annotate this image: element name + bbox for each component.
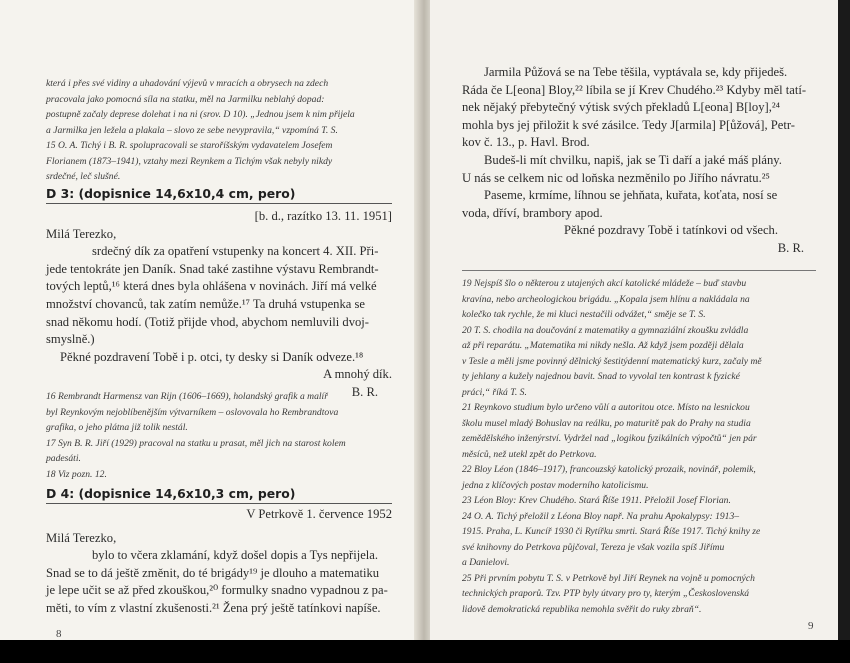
page-number-right: 9 bbox=[808, 620, 814, 632]
scan-edge bbox=[0, 640, 850, 663]
footnote-line: práci,“ říká T. S. bbox=[462, 386, 527, 398]
footnote-line: 21 Reynkovo studium bylo určeno vůlí a autoritou otce. Místo na lesnickou bbox=[462, 402, 750, 413]
letter-line: snad někomu hodí. (Totiž přijde vhod, abychom nemluvili dvoj- bbox=[46, 314, 370, 329]
letter-line: U nás se celkem nic od loňska nezměnilo po Jiřího návratu.²⁵ bbox=[462, 170, 770, 185]
footnote-line: 19 Nejspíš šlo o některou z utajených akcí katolické mládeže – buď stavbu bbox=[462, 278, 747, 289]
letter-line: jede tentokráte jen Daník. Snad také zastihne výstavu Rembrandt- bbox=[46, 261, 379, 276]
footnote-line: 20 T. S. chodila na doučování z matematiky a gymnaziální zkoušku zvládla bbox=[462, 324, 749, 336]
d4-salutation: Milá Terezko, bbox=[46, 530, 117, 545]
footnote-line: která i přes své vidiny a uhadování výjevů v mracích a obrysech na zdech bbox=[46, 78, 329, 89]
footnote-line: 1915. Praha, L. Kuncíř 1930 či Rytířku smrti. Stará Říše 1917. Tichý knihy ze bbox=[462, 526, 761, 537]
footnote-line: pracovala jako pomocná síla na statku, měl na Jarmilku neblahý dopad: bbox=[46, 93, 325, 105]
d3-heading: D 3: (dopisnice 14,6x10,4 cm, pero) bbox=[46, 186, 296, 201]
footnote-line: ty jehlany a kužely najednou bavit. Snad to vyvolal ten kontrast k fyzické bbox=[462, 371, 740, 382]
d4-date: V Petrkově 1. července 1952 bbox=[246, 507, 392, 521]
d4-heading-rule bbox=[46, 503, 392, 504]
letter-line: Jarmila Půžová se na Tebe těšila, vyptávala se, kdy přijedeš. bbox=[484, 65, 788, 79]
letter-line: srdečný dík za opatření vstupenky na koncert 4. XII. Při- bbox=[92, 244, 379, 259]
footnote-line: postupně začaly deprese dolehat i na ni (srov. D 10). „Jednou jsem k nim přijela bbox=[46, 109, 355, 120]
footnote-line: grafika, o jeho plátna již tolik nestál. bbox=[46, 422, 188, 433]
letter-continuation bbox=[462, 64, 812, 258]
footnote-line: 16 Rembrandt Harmensz van Rijn (1606–1669), holandský grafik a malíř bbox=[46, 391, 328, 402]
letter-line: kov č. 13., p. Havl. Brod. bbox=[462, 135, 590, 150]
d3-signature: B. R. bbox=[351, 384, 378, 399]
footnote-separator bbox=[462, 270, 816, 271]
footnote-line: 22 Bloy Léon (1846–1917), francouzský katolický prozaik, novinář, polemik, bbox=[462, 464, 756, 475]
d3-closing: A mnohý dík. bbox=[323, 367, 392, 382]
letter-line: Ráda če L[eona] Bloy,²² líbila se jí Krev Chudého.²³ Kdyby měl tatí- bbox=[462, 82, 807, 97]
letter-signature: B. R. bbox=[777, 240, 804, 255]
footnote-line: 17 Syn B. R. Jiří (1929) pracoval na statku u prasat, měl jich na starost kolem bbox=[46, 437, 346, 449]
footnote-line: 23 Léon Bloy: Krev Chudého. Stará Říše 1911. Přeložil Josef Florian. bbox=[462, 495, 731, 506]
footnote-line: jedna z klíčových postav moderního katolicismu. bbox=[462, 479, 649, 491]
footnote-line: Florianem (1873–1941), vztahy mezi Reynkem a Tichým však nebyly nikdy bbox=[46, 155, 333, 167]
footnote-line: srdečné, leč slušné. bbox=[46, 171, 121, 182]
d3-heading-rule bbox=[46, 203, 392, 204]
letter-line: je lepe učit se až před zkouškou,²⁰ formulky snadno vypadnou z pa- bbox=[46, 583, 388, 598]
mid-footnotes bbox=[46, 389, 346, 482]
page-number-left: 8 bbox=[56, 628, 62, 640]
footnote-line: 18 Viz pozn. 12. bbox=[46, 468, 107, 480]
d3-date: [b. d., razítko 13. 11. 1951] bbox=[254, 209, 392, 223]
letter-line: voda, dříví, brambory apod. bbox=[462, 205, 603, 220]
footnote-line: 25 Při prvním pobytu T. S. v Petrkově byl Jiří Reynek na vojně u pomocných bbox=[462, 572, 755, 584]
d4-letter bbox=[46, 506, 392, 618]
footnote-line: kolečko tak rychle, že mi kluci nestačili odvážet,“ směje se T. S. bbox=[462, 309, 706, 320]
footnote-line: 15 O. A. Tichý i B. R. spolupracovali se staroříšským vydavatelem Josefem bbox=[46, 140, 333, 151]
letter-line: měti, to vím z vlastní zkušenosti.²¹ Žena prý ještě tatínkovi napíše. bbox=[46, 600, 381, 615]
letter-line: Snad se to dá ještě změnit, do té brigády¹⁹ je dlouho a matematiku bbox=[46, 565, 380, 580]
letter-line: Pěkné pozdravení Tobě i p. otci, ty desky si Daník odveze.¹⁸ bbox=[60, 349, 364, 364]
right-footnotes bbox=[462, 276, 762, 617]
footnote-line: padesáti. bbox=[46, 453, 81, 464]
letter-line: nek nějaký přebytečný výtisk svých překladů L[eona] B[loy],²⁴ bbox=[462, 100, 781, 115]
letter-line: smyslně.) bbox=[46, 332, 95, 347]
footnote-line: a Danielovi. bbox=[462, 557, 510, 568]
footnote-line: byl Reynkovým nejoblíbenějším výtvarníkem – oslovovala ho Rembrandtova bbox=[46, 406, 339, 418]
letter-line: bylo to včera zklamání, když došel dopis a Tys nepřijela. bbox=[92, 548, 379, 563]
footnote-line: kravína, nebo archeologickou brigádu. „Kopala jsem hlínu a nakládala na bbox=[462, 293, 750, 305]
footnote-line: školu musel mladý Bohuslav na reálku, po maturitě pak do Prahy na studia bbox=[462, 417, 751, 429]
footnote-line: měsíců, než utekl zpět do Petrkova. bbox=[462, 448, 597, 460]
closing-greeting: Pěkné pozdravy Tobě i tatínkovi od všech. bbox=[564, 223, 778, 238]
footnote-line: technických praporů. Tzv. PTP byly útvary pro ty, kterým „Československá bbox=[462, 588, 750, 599]
footnote-line: až při reparátu. „Matematika mi nikdy nešla. Až když jsem později dělala bbox=[462, 340, 744, 351]
left-page bbox=[0, 0, 418, 640]
d3-salutation: Milá Terezko, bbox=[46, 226, 117, 241]
d4-heading: D 4: (dopisnice 14,6x10,3 cm, pero) bbox=[46, 486, 296, 501]
footnote-line: zemědělského inženýrství. Vydržel nad „logikou fyzikálních výpočtů“ jen pár bbox=[462, 433, 757, 444]
letter-line: množství chovanců, tak zatím nemůže.¹⁷ Ta druhá vstupenka se bbox=[46, 296, 366, 311]
right-page bbox=[430, 0, 838, 640]
d3-letter bbox=[46, 208, 392, 402]
top-footnotes bbox=[46, 76, 355, 185]
footnote-line: a Jarmilka jen ležela a plakala – slovo ze sebe nevypravila,“ vzpomíná T. S. bbox=[46, 124, 338, 136]
footnote-line: své knihovny do Petrkova půjčoval, Tereza je však vozila spíš Jiřímu bbox=[462, 541, 725, 553]
letter-line: tových leptů,¹⁶ která dnes byla ohlášena v novinách. Jiří má velké bbox=[46, 279, 377, 294]
footnote-line: 24 O. A. Tichý přeložil z Léona Bloy např. Na prahu Apokalypsy: 1913– bbox=[462, 510, 740, 522]
letter-line: Paseme, krmíme, líhnou se jehňata, kuřata, koťata, nosí se bbox=[484, 188, 778, 203]
footnote-line: v Tesle a měli jsme povinný dělnický šestitýdenní matematický kurz, začaly mě bbox=[462, 355, 762, 367]
footnote-line: lidově demokratická republika nemohla svěřit do ruky zbraň“. bbox=[462, 603, 702, 615]
letter-line: mohla bys jej přiložit k své zásilce. Tedy J[armila] P[ůžová], Petr- bbox=[462, 117, 795, 132]
letter-line: Budeš-li mít chvilku, napiš, jak se Ti daří a jaké máš plány. bbox=[484, 152, 782, 167]
